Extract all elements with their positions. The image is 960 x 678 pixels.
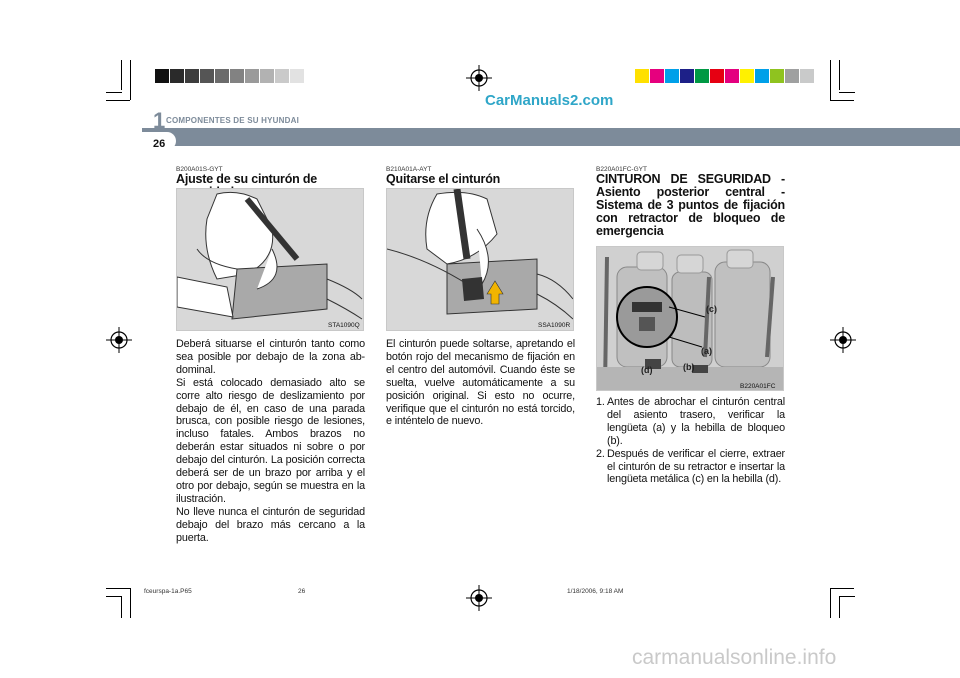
page-number: 26 bbox=[153, 138, 166, 150]
label-d: (d) bbox=[641, 365, 653, 375]
section-heading: CINTURON DE SEGURIDAD - Asiento posterior central - Sistema de 3 puntos de fijación con retractor de bloqueo de emergencia bbox=[596, 172, 785, 238]
label-a: (a) bbox=[701, 346, 712, 356]
color-swatch bbox=[635, 69, 649, 83]
section-heading: Quitarse el cinturón bbox=[386, 172, 501, 186]
image-caption: STA1090Q bbox=[328, 322, 360, 329]
gray-swatch bbox=[245, 69, 259, 83]
crop-mark bbox=[121, 596, 122, 618]
gray-swatch bbox=[215, 69, 229, 83]
crop-mark bbox=[830, 588, 831, 618]
paragraph: El cinturón puede soltarse, apretando el botón rojo del mecanismo de fijación en el centro del automóvil. Cuando éste se suelta, vuelve automáticamente a su posición original. Si esto no ocurre, verifique que el cinturón no está torcido, e inténtelo de nuevo. bbox=[386, 338, 575, 428]
section-code: B220A01FC-GYT bbox=[596, 166, 647, 173]
seatbelt-release-illustration bbox=[387, 189, 573, 330]
crop-mark bbox=[130, 60, 131, 100]
crop-mark bbox=[830, 60, 831, 100]
crop-mark bbox=[130, 588, 131, 618]
color-swatch bbox=[665, 69, 679, 83]
crop-mark bbox=[839, 92, 855, 93]
crop-mark bbox=[839, 60, 840, 90]
label-c: (c) bbox=[706, 304, 717, 314]
gray-swatch bbox=[260, 69, 274, 83]
color-swatch bbox=[755, 69, 769, 83]
section-heading: Ajuste de su cinturón de bbox=[176, 172, 318, 186]
step-text: Después de verificar el cierre, extraer el cinturón de su retractor e insertar la lengüeta metálica (c) en la hebilla (d). bbox=[607, 447, 785, 486]
step-number: 1. bbox=[596, 396, 605, 408]
section-code: B200A01S-GYT bbox=[176, 166, 223, 173]
footer-filename: fceurspa-1a.P65 bbox=[144, 588, 192, 595]
color-swatch bbox=[785, 69, 799, 83]
crop-mark bbox=[839, 596, 855, 597]
body-text bbox=[386, 338, 575, 428]
registration-mark-icon bbox=[466, 585, 492, 611]
color-swatch bbox=[710, 69, 724, 83]
section-title: COMPONENTES DE SU HYUNDAI bbox=[166, 116, 300, 125]
watermark: CarManuals2.com bbox=[485, 92, 614, 109]
crop-mark bbox=[106, 100, 130, 101]
crop-mark bbox=[839, 596, 840, 618]
crop-mark bbox=[106, 596, 122, 597]
color-swatch bbox=[725, 69, 739, 83]
image-caption: SSA1090R bbox=[538, 322, 571, 329]
registration-mark-icon bbox=[106, 327, 132, 353]
header-bar bbox=[142, 128, 960, 146]
label-b: (b) bbox=[683, 362, 695, 372]
site-watermark: carmanualsonline.info bbox=[632, 646, 837, 669]
color-swatch bbox=[680, 69, 694, 83]
registration-mark-icon bbox=[466, 65, 492, 91]
color-swatch bbox=[800, 69, 814, 83]
color-swatch bbox=[695, 69, 709, 83]
illustration-seatbelt-adjust bbox=[176, 188, 364, 331]
section-code: B210A01A-AYT bbox=[386, 166, 432, 173]
gray-swatch bbox=[275, 69, 289, 83]
step-number: 2. bbox=[596, 447, 605, 460]
illustration-seatbelt-release bbox=[386, 188, 574, 331]
steps-list bbox=[596, 396, 785, 486]
paragraph: Si está colocado demasiado alto se corre alto riesgo de deslizamiento por debajo de él, en caso de una parada brusca, con posible riesgo de lesiones, incluso fatales. Ambos brazos no deberán estar situados ni sobre o por debajo del cinturón. La posición correcta deberá ser de un brazo por arriba y el otro por debajo, según se muestra en la ilustración. bbox=[176, 376, 365, 505]
body-text bbox=[176, 338, 365, 545]
registration-mark-icon bbox=[830, 327, 856, 353]
paragraph: Deberá situarse el cinturón tanto como sea posible por debajo de la zona ab-dominal. bbox=[176, 338, 365, 376]
crop-mark bbox=[830, 588, 854, 589]
gray-swatch bbox=[290, 69, 304, 83]
color-swatch bbox=[770, 69, 784, 83]
crop-mark bbox=[121, 60, 122, 90]
seatbelt-adjust-illustration bbox=[177, 189, 363, 330]
crop-mark bbox=[106, 588, 130, 589]
footer-date: 1/18/2006, 9:18 AM bbox=[567, 588, 624, 595]
color-swatch bbox=[740, 69, 754, 83]
section-number: 1 bbox=[153, 108, 166, 133]
list-item bbox=[596, 448, 785, 487]
paragraph: No lleve nunca el cinturón de seguridad debajo del brazo más cercano a la puerta. bbox=[176, 505, 365, 544]
list-item bbox=[596, 396, 785, 448]
gray-swatch bbox=[230, 69, 244, 83]
gray-swatch bbox=[170, 69, 184, 83]
color-swatch bbox=[650, 69, 664, 83]
gray-swatch bbox=[185, 69, 199, 83]
gray-swatch bbox=[200, 69, 214, 83]
image-caption: B220A01FC bbox=[740, 383, 776, 390]
gray-swatch bbox=[155, 69, 169, 83]
crop-mark bbox=[830, 100, 854, 101]
step-text: Antes de abrochar el cinturón central del asiento trasero, verificar la lengüeta (a) y la hebilla de bloqueo (b). bbox=[607, 396, 785, 447]
crop-mark bbox=[106, 92, 122, 93]
footer-page: 26 bbox=[298, 588, 306, 595]
